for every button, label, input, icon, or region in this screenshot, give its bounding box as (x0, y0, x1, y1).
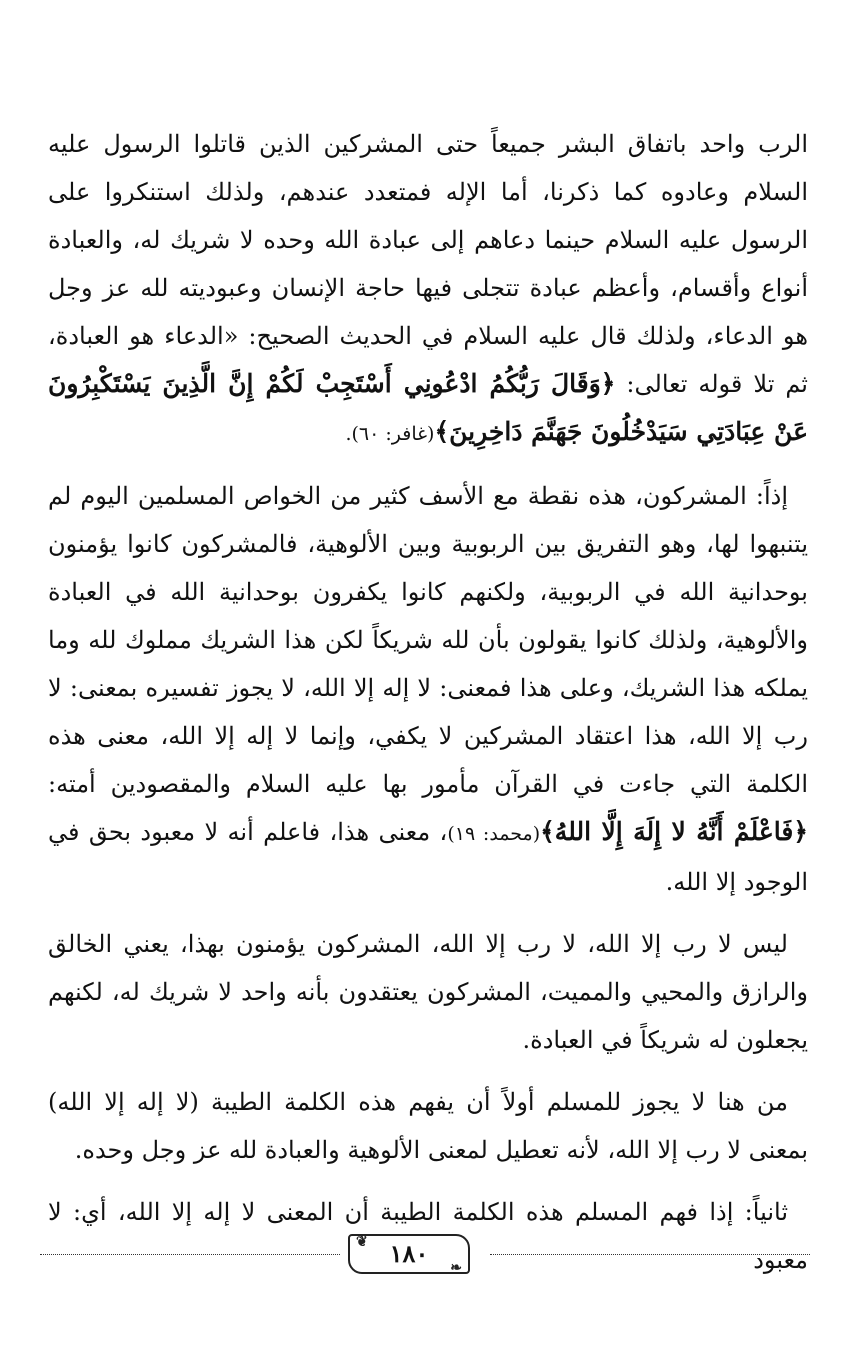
page-number-frame (348, 1234, 470, 1274)
page-number: ١٨٠ (389, 1239, 429, 1268)
footer-dotted-rule-right (490, 1254, 810, 1255)
footer-dotted-rule-left (40, 1254, 340, 1255)
paragraph-2-tail: ، معنى هذا، فاعلم أنه لا معبود بحق في الوجود إلا الله. (48, 818, 808, 896)
verse-reference-ghafir: (غافر: ٦٠). (345, 423, 435, 445)
page-footer (40, 1228, 810, 1278)
paragraph-1 (48, 120, 808, 458)
ornament-icon: ❧ (450, 1260, 462, 1276)
quran-verse-ghafir: ﴿وَقَالَ رَبُّكُمُ ادْعُونِي أَسْتَجِبْ لَكُمْ إِنَّ الَّذِينَ يَسْتَكْبِرُونَ عَنْ عِبَادَتِي سَيَدْخُلُونَ جَهَنَّمَ دَاخِرِينَ﴾ (48, 369, 808, 446)
paragraph-4-text: من هنا لا يجوز للمسلم أولاً أن يفهم هذه الكلمة الطيبة (لا إله إلا الله) بمعنى لا رب إلا الله، لأنه تعطيل لمعنى الألوهية والعبادة لله عز وجل وحده. (48, 1088, 808, 1164)
quran-verse-muhammad: ﴿فَاعْلَمْ أَنَّهُ لا إِلَهَ إِلَّا اللهُ﴾ (540, 817, 808, 846)
paragraph-3-text: ليس لا رب إلا الله، لا رب إلا الله، المشركون يؤمنون بهذا، يعني الخالق والرازق والمحيي والمميت، المشركون يعتقدون بأنه واحد لا شريك له، لكنهم يجعلون له شريكاً في العبادة. (48, 930, 808, 1054)
ornament-icon: ❦ (356, 1234, 368, 1250)
verse-reference-muhammad: (محمد: ١٩) (447, 823, 541, 845)
paragraph-2 (48, 472, 808, 906)
paragraph-1-text: الرب واحد باتفاق البشر جميعاً حتى المشركين الذين قاتلوا الرسول عليه السلام وعادوه كما ذكرنا، أما الإله فمتعدد عندهم، ولذلك استنكروا على الرسول عليه السلام حينما دعاهم إلى عبادة الله وحده لا شريك له، والعبادة أنواع وأقسام، وأعظم عبادة تتجلى فيها حاجة الإنسان وعبوديته لله عز وجل هو الدعاء، ولذلك قال عليه السلام في الحديث الصحيح: «الدعاء هو العبادة، ثم تلا قوله تعالى: (48, 130, 808, 398)
paragraph-2-text: إذاً: المشركون، هذه نقطة مع الأسف كثير من الخواص المسلمين اليوم لم يتنبهوا لها، وهو التفريق بين الربوبية وبين الألوهية، فالمشركون كانوا يؤمنون بوحدانية الله في الربوبية، ولكنهم كانوا يكفرون بوحدانية الله في العبادة والألوهية، ولذلك كانوا يقولون بأن لله شريكاً لكن هذا الشريك مملوك لله وما يملكه هذا الشريك، وعلى هذا فمعنى: لا إله إلا الله، لا يجوز تفسيره بمعنى: لا رب إلا الله، هذا اعتقاد المشركين لا يكفي، وإنما لا إله إلا الله، معنى هذه الكلمة التي جاءت في القرآن مأمور بها عليه السلام والمقصودين أمته: (48, 482, 808, 798)
paragraph-3 (48, 920, 808, 1064)
paragraph-5-text: ثانياً: إذا فهم المسلم هذه الكلمة الطيبة أن المعنى لا إله إلا الله، أي: لا معبود (48, 1198, 808, 1274)
paragraph-4 (48, 1078, 808, 1174)
page-body (48, 120, 808, 1298)
